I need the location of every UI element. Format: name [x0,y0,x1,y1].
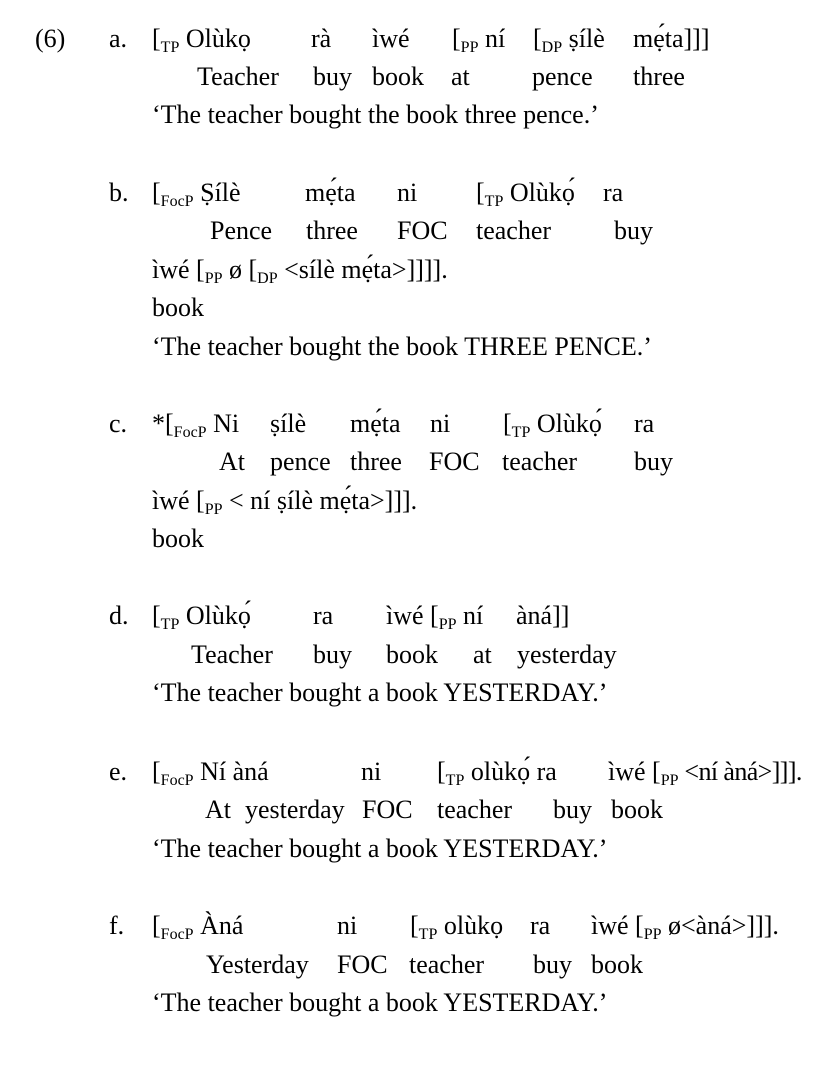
gloss-seg [503,409,602,443]
gloss-word: three [306,216,358,245]
text: ìwé [ [386,601,439,630]
word: Àná [193,911,244,940]
gloss-word: At [219,447,245,476]
gloss-word: teacher [409,950,485,979]
word: Ní àná [193,757,269,786]
word: Olùkọ́ [503,178,575,207]
gloss-seg [152,601,251,635]
word: rà [311,24,332,53]
gloss-word: buy [533,950,572,979]
gloss-seg [533,24,605,58]
gloss-word: pence [532,62,593,91]
gloss-seg [410,911,503,945]
gloss-seg [152,757,269,791]
bracket: [ [152,911,161,940]
gloss-seg [152,409,239,443]
gloss-word: book [386,640,438,669]
gloss-word: FOC [397,216,448,245]
gloss-line-b3 [152,255,448,289]
bracket: [ [410,911,419,940]
translation-d: ‘The teacher bought a book YESTERDAY.’ [152,678,608,707]
label-sub: TP [445,772,465,789]
text: ø [ [222,255,258,284]
gloss-seg [152,911,243,945]
gloss-seg [476,178,575,212]
bracket: [ [452,24,461,53]
gloss-word: buy [313,640,352,669]
word: mẹ́ta [305,178,356,207]
item-label-e: e. [109,757,128,786]
gloss-word: book [611,795,663,824]
text: < ní ṣílè mẹ́ta>]]]. [222,486,418,515]
gloss-word: at [473,640,492,669]
label-sub: FocP [160,772,194,789]
bracket: [ [476,178,485,207]
text: ø<àná>]]]. [661,911,779,940]
gloss-word: Teacher [197,62,279,91]
gloss-word: yesterday [517,640,617,669]
gloss-word: three [633,62,685,91]
word: ra [313,601,334,630]
word: ṣílè [562,24,605,53]
word: Olùkọ́ [179,601,251,630]
word: ṣílè [270,409,307,438]
word: mẹ́ta [350,409,401,438]
gloss-seg [452,24,505,58]
translation-a: ‘The teacher bought the book three pence.’ [152,100,599,129]
label-sub: PP [204,270,223,287]
gloss-word: book [372,62,424,91]
gloss-word: FOC [429,447,480,476]
bracket: [ [152,178,161,207]
label-sub: FocP [160,193,194,210]
gloss-seg [437,757,557,791]
gloss-word: book [152,293,204,322]
gloss-line-c3 [152,486,417,520]
word: Ṣílè [193,178,241,207]
gloss-word: pence [270,447,331,476]
item-label-f: f. [109,911,125,940]
item-label-a: a. [109,24,128,53]
gloss-line-a1 [152,24,251,58]
text: ìwé [ [608,757,661,786]
gloss-seg [608,757,802,791]
word: ìwé [372,24,410,53]
gloss-seg [152,178,241,212]
word: ra [530,911,551,940]
gloss-word: At [205,795,231,824]
bracket: [ [533,24,542,53]
word: ra [634,409,655,438]
label-sub: TP [160,39,180,56]
word: ní [456,601,484,630]
gloss-word: teacher [502,447,578,476]
item-label-b: b. [109,178,129,207]
label-sub: FocP [173,424,207,441]
bracket: [ [152,757,161,786]
gloss-word: teacher [476,216,552,245]
label-sub: TP [160,616,180,633]
gloss-word: Pence [210,216,273,245]
gloss-word: book [152,524,204,553]
word: olùkọ́ ra [464,757,557,786]
word: Olùkọ [179,24,251,53]
translation-f: ‘The teacher bought a book YESTERDAY.’ [152,988,608,1017]
text: ìwé [ [591,911,644,940]
word: olùkọ [437,911,504,940]
gloss-word: buy [553,795,592,824]
item-label-c: c. [109,409,128,438]
label-sub: PP [460,39,479,56]
gloss-word: buy [313,62,352,91]
gloss-word: three [350,447,402,476]
text: ìwé [ [152,255,205,284]
example-number: (6) [35,24,66,53]
bracket: [ [152,601,161,630]
gloss-word: FOC [362,795,413,824]
bracket: [ [152,24,161,53]
word: àná]] [516,601,570,630]
gloss-word: buy [634,447,673,476]
label-sub: FocP [160,926,194,943]
word: Ni [206,409,240,438]
gloss-word: buy [614,216,653,245]
translation-b: ‘The teacher bought the book THREE PENCE.’ [152,332,652,361]
label-sub: TP [511,424,531,441]
bracket: [ [503,409,512,438]
label-sub: DP [541,39,563,56]
word: ni [397,178,418,207]
label-sub: PP [204,501,223,518]
label-sub: PP [660,772,679,789]
gloss-word: teacher [437,795,513,824]
gloss-seg [591,911,779,945]
label-sub: TP [484,193,504,210]
gloss-word: Teacher [191,640,273,669]
gloss-seg [386,601,483,635]
word: ní [478,24,506,53]
gloss-word: at [451,62,470,91]
text: <sílè mẹ́ta>]]]]. [277,255,448,284]
label-sub: PP [643,926,662,943]
word: mẹ́ta]]] [633,24,710,53]
bracket: [ [437,757,446,786]
gloss-word: book [591,950,643,979]
word: ra [603,178,624,207]
label-sub: TP [418,926,438,943]
label-sub: PP [438,616,457,633]
word: ni [337,911,358,940]
text: ìwé [ [152,486,205,515]
word: ni [361,757,382,786]
gloss-word: FOC [337,950,388,979]
bracket: *[ [152,409,174,438]
word: ni [430,409,451,438]
gloss-word: Yesterday [206,950,309,979]
text: <ní àná>]]]. [678,757,802,786]
gloss-word: yesterday [245,795,345,824]
item-label-d: d. [109,601,129,630]
label-sub: DP [257,270,278,287]
translation-e: ‘The teacher bought a book YESTERDAY.’ [152,834,608,863]
word: Olùkọ́ [530,409,602,438]
